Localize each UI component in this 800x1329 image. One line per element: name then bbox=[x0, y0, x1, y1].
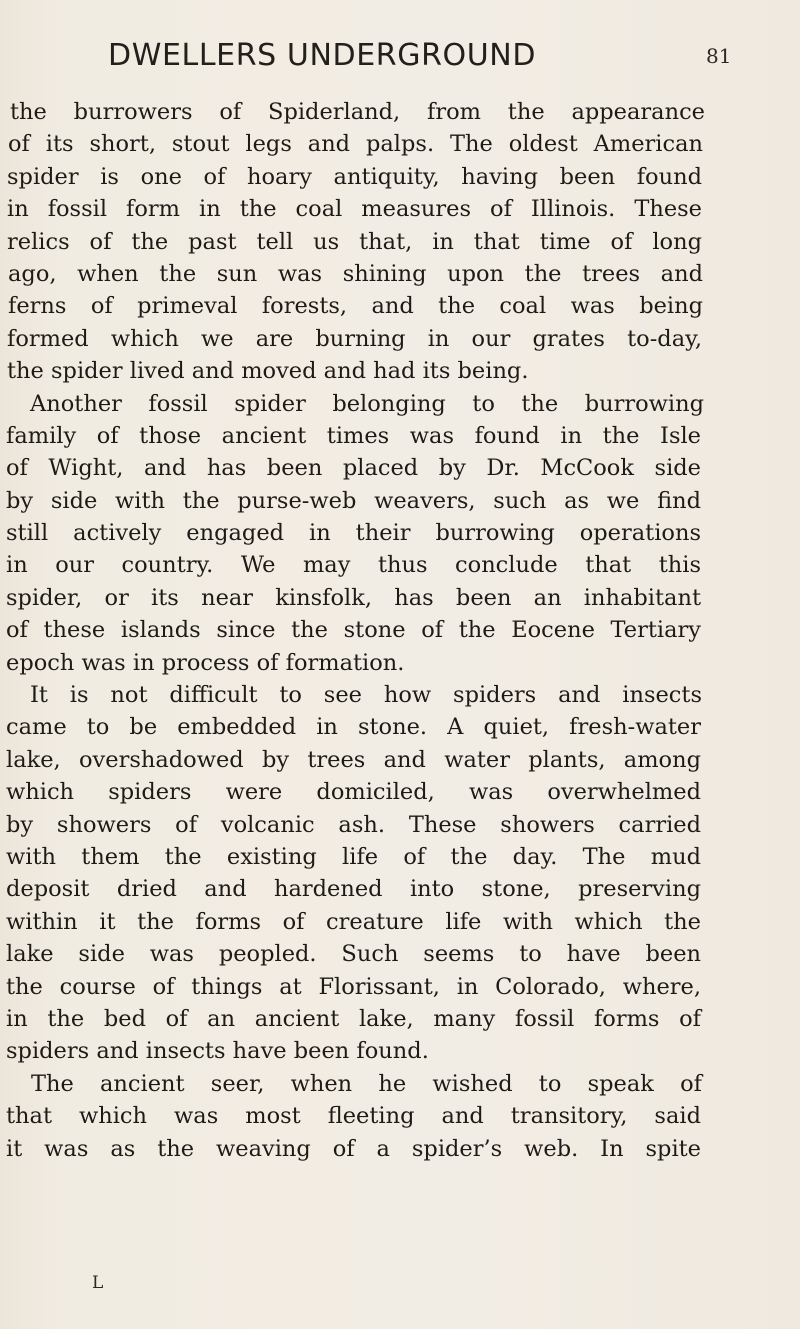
text-line: formed which we are burning in our grates to-day, bbox=[7, 325, 702, 352]
text-line: relics of the past tell us that, in that time of long bbox=[7, 228, 702, 255]
text-line: the spider lived and moved and had its being. bbox=[7, 358, 529, 385]
text-line: the burrowers of Spiderland, from the appearance bbox=[10, 99, 705, 125]
text-line: of Wight, and has been placed by Dr. McCook side bbox=[6, 455, 701, 482]
text-line: within it the forms of creature life with which the bbox=[6, 908, 701, 935]
paragraph-start-line: Another fossil spider belonging to the burrowing bbox=[30, 390, 704, 417]
text-line: spider is one of hoary antiquity, having been found bbox=[7, 163, 702, 190]
text-line: with them the existing life of the day. The mud bbox=[6, 843, 701, 870]
text-line: family of those ancient times was found in the Isle bbox=[6, 422, 701, 449]
signature-mark: L bbox=[92, 1273, 104, 1293]
text-line: epoch was in process of formation. bbox=[6, 649, 405, 676]
text-line: by side with the purse-web weavers, such as we find bbox=[6, 487, 701, 514]
text-line: lake side was peopled. Such seems to have been bbox=[6, 941, 701, 968]
text-line: lake, overshadowed by trees and water plants, among bbox=[6, 746, 701, 773]
text-line: in fossil form in the coal measures of Illinois. These bbox=[7, 196, 702, 223]
text-line: spiders and insects have been found. bbox=[6, 1038, 429, 1065]
text-line: the course of things at Florissant, in Colorado, where, bbox=[6, 973, 701, 1000]
text-line: deposit dried and hardened into stone, preserving bbox=[6, 876, 701, 903]
text-line: which spiders were domiciled, was overwhelmed bbox=[6, 779, 701, 806]
text-line: ago, when the sun was shining upon the trees and bbox=[8, 260, 703, 287]
paragraph-start-line: The ancient seer, when he wished to speak of bbox=[31, 1070, 702, 1097]
text-line: it was as the weaving of a spider’s web. In spite bbox=[6, 1135, 701, 1162]
text-line: by showers of volcanic ash. These showers carried bbox=[6, 811, 701, 838]
text-line: still actively engaged in their burrowing operations bbox=[6, 520, 701, 547]
text-line: spider, or its near kinsfolk, has been an inhabitant bbox=[6, 584, 701, 611]
text-line: of its short, stout legs and palps. The oldest American bbox=[8, 131, 703, 158]
text-line: that which was most fleeting and transitory, said bbox=[6, 1103, 701, 1130]
text-line: came to be embedded in stone. A quiet, fresh-water bbox=[6, 714, 701, 741]
running-title: DWELLERS UNDERGROUND bbox=[108, 38, 537, 73]
text-line: of these islands since the stone of the Eocene Tertiary bbox=[6, 617, 701, 644]
text-line: ferns of primeval forests, and the coal was being bbox=[8, 293, 703, 320]
page-number: 81 bbox=[706, 44, 732, 68]
text-line: in the bed of an ancient lake, many fossil forms of bbox=[6, 1005, 701, 1032]
paragraph-start-line: It is not difficult to see how spiders and insects bbox=[30, 682, 702, 709]
body-text bbox=[0, 96, 792, 1165]
text-line: in our country. We may thus conclude that this bbox=[6, 552, 701, 579]
running-head bbox=[108, 38, 732, 88]
